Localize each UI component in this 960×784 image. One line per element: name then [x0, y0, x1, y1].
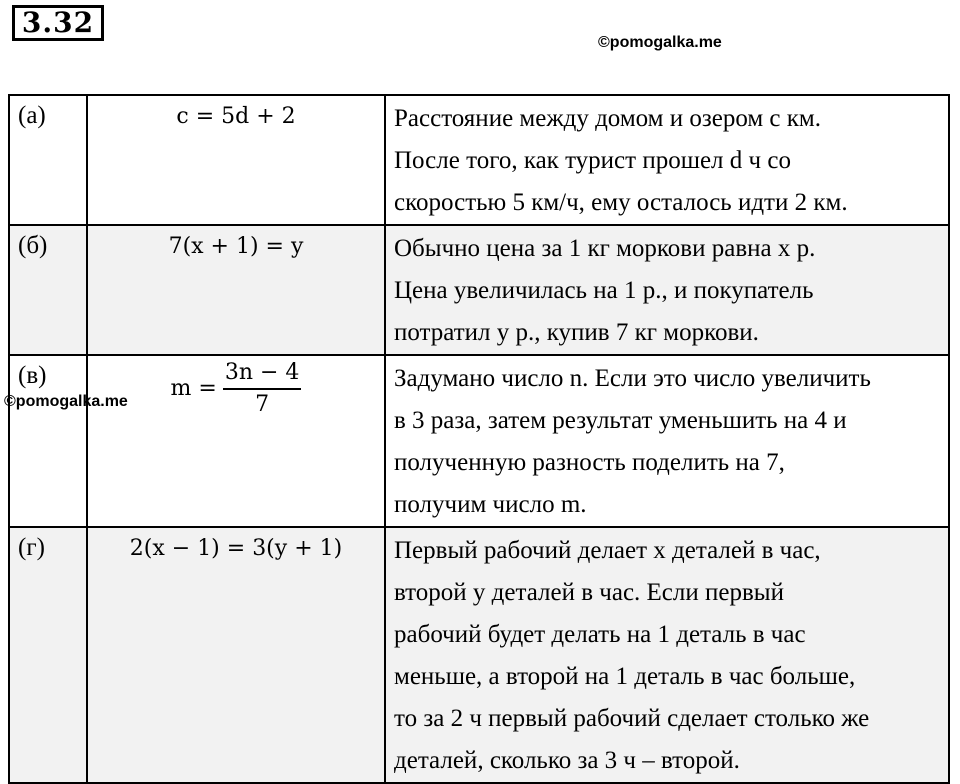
text-line: в 3 раза, затем результат уменьшить на 4 и: [394, 407, 847, 434]
row-label: (в): [9, 355, 87, 527]
text-line: рабочий будет делать на 1 деталь в час: [394, 621, 806, 648]
equation-cell: [87, 527, 385, 783]
text-line: Цена увеличилась на 1 р., и покупатель: [394, 277, 814, 304]
text-line: потратил y р., купив 7 кг моркови.: [394, 319, 759, 346]
text-line: деталей, сколько за 3 ч – второй.: [394, 747, 740, 774]
table-row: [9, 527, 949, 783]
description-cell: [385, 225, 949, 355]
text-line: После того, как турист прошел d ч со: [394, 147, 791, 174]
equation-cell: [87, 355, 385, 527]
text-line: полученную разность поделить на 7,: [394, 449, 785, 476]
text-line: Расстояние между домом и озером c км.: [394, 105, 821, 132]
equation-cell: [87, 225, 385, 355]
text-line: второй y деталей в час. Если первый: [394, 579, 784, 606]
equation: 2(x − 1) = 3(y + 1): [129, 536, 343, 561]
watermark-top: ©pomogalka.me: [598, 34, 722, 51]
text-line: меньше, а второй на 1 деталь в час больше,: [394, 663, 856, 690]
equation-lhs: m =: [170, 376, 217, 401]
fraction: [223, 358, 302, 420]
row-label: (б): [9, 225, 87, 355]
fraction-numerator: 3n − 4: [223, 358, 302, 390]
fraction-equation: [171, 358, 302, 420]
table-row: [9, 95, 949, 225]
description-cell: [385, 95, 949, 225]
table-row: [9, 225, 949, 355]
text-line: Задумано число n. Если это число увеличить: [394, 365, 871, 392]
equation: c = 5d + 2: [176, 104, 296, 129]
problem-number: 3.32: [12, 5, 104, 41]
text-line: Первый рабочий делает x деталей в час,: [394, 537, 821, 564]
equation: 7(x + 1) = y: [168, 234, 304, 259]
fraction-denominator: 7: [255, 392, 270, 417]
row-label: (г): [9, 527, 87, 783]
row-label: (а): [9, 95, 87, 225]
equation-cell: [87, 95, 385, 225]
problem-table: [8, 94, 950, 784]
table-row: [9, 355, 949, 527]
watermark-middle: ©pomogalka.me: [4, 393, 128, 410]
text-line: Обычно цена за 1 кг моркови равна x р.: [394, 235, 816, 262]
text-line: получим число m.: [394, 491, 587, 518]
text-line: то за 2 ч первый рабочий сделает столько же: [394, 705, 870, 732]
description-cell: [385, 527, 949, 783]
text-line: скоростью 5 км/ч, ему осталось идти 2 км.: [394, 189, 848, 216]
description-cell: [385, 355, 949, 527]
